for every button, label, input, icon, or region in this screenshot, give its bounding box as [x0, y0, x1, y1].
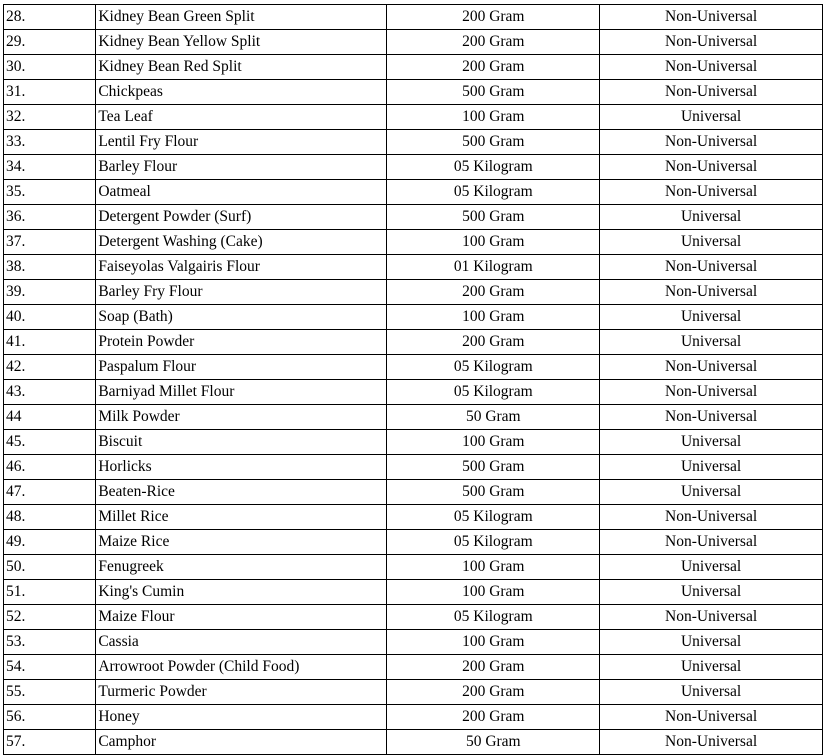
table-row	[4, 580, 823, 605]
cell-item-name: Faiseyolas Valgairis Flour	[96, 255, 387, 280]
cell-type: Non-Universal	[600, 605, 823, 630]
cell-type: Universal	[600, 430, 823, 455]
cell-serial-number: 49.	[4, 530, 96, 555]
cell-serial-number: 40.	[4, 305, 96, 330]
cell-type: Non-Universal	[600, 180, 823, 205]
cell-type: Non-Universal	[600, 405, 823, 430]
cell-quantity: 500 Gram	[387, 80, 600, 105]
cell-type: Universal	[600, 480, 823, 505]
cell-quantity: 200 Gram	[387, 330, 600, 355]
cell-quantity: 500 Gram	[387, 205, 600, 230]
cell-type: Non-Universal	[600, 255, 823, 280]
cell-type: Universal	[600, 655, 823, 680]
cell-quantity: 05 Kilogram	[387, 530, 600, 555]
cell-quantity: 200 Gram	[387, 280, 600, 305]
cell-item-name: Beaten-Rice	[96, 480, 387, 505]
cell-quantity: 200 Gram	[387, 30, 600, 55]
cell-item-name: Biscuit	[96, 430, 387, 455]
table-row	[4, 705, 823, 730]
cell-type: Non-Universal	[600, 280, 823, 305]
table-row	[4, 455, 823, 480]
cell-item-name: Maize Flour	[96, 605, 387, 630]
cell-type: Non-Universal	[600, 30, 823, 55]
cell-quantity: 100 Gram	[387, 630, 600, 655]
table-row	[4, 430, 823, 455]
cell-type: Non-Universal	[600, 130, 823, 155]
table-row	[4, 230, 823, 255]
cell-type: Universal	[600, 555, 823, 580]
cell-item-name: King's Cumin	[96, 580, 387, 605]
cell-quantity: 200 Gram	[387, 5, 600, 30]
cell-serial-number: 44	[4, 405, 96, 430]
cell-serial-number: 35.	[4, 180, 96, 205]
cell-serial-number: 28.	[4, 5, 96, 30]
cell-item-name: Millet Rice	[96, 505, 387, 530]
cell-item-name: Detergent Powder (Surf)	[96, 205, 387, 230]
cell-type: Non-Universal	[600, 80, 823, 105]
cell-quantity: 05 Kilogram	[387, 605, 600, 630]
table-row	[4, 655, 823, 680]
cell-quantity: 01 Kilogram	[387, 255, 600, 280]
cell-type: Non-Universal	[600, 705, 823, 730]
table-row	[4, 55, 823, 80]
cell-type: Non-Universal	[600, 355, 823, 380]
cell-type: Non-Universal	[600, 730, 823, 755]
cell-serial-number: 41.	[4, 330, 96, 355]
cell-item-name: Honey	[96, 705, 387, 730]
table-row	[4, 555, 823, 580]
cell-item-name: Protein Powder	[96, 330, 387, 355]
cell-serial-number: 55.	[4, 680, 96, 705]
cell-serial-number: 42.	[4, 355, 96, 380]
cell-item-name: Kidney Bean Green Split	[96, 5, 387, 30]
table-row	[4, 280, 823, 305]
table-row	[4, 305, 823, 330]
cell-quantity: 200 Gram	[387, 680, 600, 705]
table-row	[4, 180, 823, 205]
cell-serial-number: 39.	[4, 280, 96, 305]
table-body	[4, 5, 823, 755]
cell-type: Non-Universal	[600, 5, 823, 30]
cell-serial-number: 34.	[4, 155, 96, 180]
cell-serial-number: 48.	[4, 505, 96, 530]
cell-quantity: 100 Gram	[387, 555, 600, 580]
cell-quantity: 100 Gram	[387, 230, 600, 255]
cell-quantity: 50 Gram	[387, 405, 600, 430]
cell-serial-number: 31.	[4, 80, 96, 105]
cell-type: Universal	[600, 105, 823, 130]
table-row	[4, 605, 823, 630]
cell-type: Non-Universal	[600, 55, 823, 80]
cell-type: Universal	[600, 205, 823, 230]
cell-serial-number: 43.	[4, 380, 96, 405]
cell-serial-number: 50.	[4, 555, 96, 580]
cell-serial-number: 53.	[4, 630, 96, 655]
cell-type: Non-Universal	[600, 530, 823, 555]
table-row	[4, 205, 823, 230]
table-row	[4, 30, 823, 55]
table-row	[4, 355, 823, 380]
table-row	[4, 330, 823, 355]
cell-serial-number: 30.	[4, 55, 96, 80]
cell-item-name: Chickpeas	[96, 80, 387, 105]
cell-type: Universal	[600, 330, 823, 355]
table-row	[4, 155, 823, 180]
cell-type: Universal	[600, 305, 823, 330]
cell-item-name: Camphor	[96, 730, 387, 755]
cell-item-name: Oatmeal	[96, 180, 387, 205]
cell-serial-number: 57.	[4, 730, 96, 755]
table-row	[4, 80, 823, 105]
cell-serial-number: 36.	[4, 205, 96, 230]
cell-type: Universal	[600, 580, 823, 605]
cell-serial-number: 56.	[4, 705, 96, 730]
cell-quantity: 200 Gram	[387, 55, 600, 80]
cell-item-name: Paspalum Flour	[96, 355, 387, 380]
cell-item-name: Lentil Fry Flour	[96, 130, 387, 155]
cell-type: Non-Universal	[600, 505, 823, 530]
cell-quantity: 05 Kilogram	[387, 180, 600, 205]
cell-item-name: Kidney Bean Red Split	[96, 55, 387, 80]
cell-serial-number: 45.	[4, 430, 96, 455]
cell-serial-number: 32.	[4, 105, 96, 130]
cell-quantity: 05 Kilogram	[387, 155, 600, 180]
cell-serial-number: 33.	[4, 130, 96, 155]
cell-item-name: Barley Flour	[96, 155, 387, 180]
cell-item-name: Milk Powder	[96, 405, 387, 430]
cell-quantity: 200 Gram	[387, 705, 600, 730]
cell-item-name: Kidney Bean Yellow Split	[96, 30, 387, 55]
table-row	[4, 680, 823, 705]
table-row	[4, 255, 823, 280]
table-row	[4, 505, 823, 530]
cell-quantity: 500 Gram	[387, 455, 600, 480]
cell-item-name: Fenugreek	[96, 555, 387, 580]
cell-quantity: 05 Kilogram	[387, 355, 600, 380]
cell-serial-number: 47.	[4, 480, 96, 505]
cell-item-name: Cassia	[96, 630, 387, 655]
cell-quantity: 500 Gram	[387, 130, 600, 155]
table-row	[4, 380, 823, 405]
cell-quantity: 50 Gram	[387, 730, 600, 755]
table-row	[4, 105, 823, 130]
cell-item-name: Barley Fry Flour	[96, 280, 387, 305]
cell-item-name: Detergent Washing (Cake)	[96, 230, 387, 255]
cell-item-name: Horlicks	[96, 455, 387, 480]
table-row	[4, 5, 823, 30]
cell-type: Universal	[600, 680, 823, 705]
cell-serial-number: 52.	[4, 605, 96, 630]
cell-type: Universal	[600, 630, 823, 655]
commodities-table	[3, 4, 823, 755]
cell-quantity: 100 Gram	[387, 430, 600, 455]
cell-type: Universal	[600, 455, 823, 480]
cell-item-name: Maize Rice	[96, 530, 387, 555]
table-row	[4, 630, 823, 655]
cell-item-name: Turmeric Powder	[96, 680, 387, 705]
cell-type: Non-Universal	[600, 380, 823, 405]
table-row	[4, 480, 823, 505]
table-row	[4, 405, 823, 430]
cell-quantity: 100 Gram	[387, 305, 600, 330]
cell-serial-number: 38.	[4, 255, 96, 280]
cell-type: Universal	[600, 230, 823, 255]
table-row	[4, 130, 823, 155]
cell-type: Non-Universal	[600, 155, 823, 180]
cell-item-name: Soap (Bath)	[96, 305, 387, 330]
cell-quantity: 05 Kilogram	[387, 505, 600, 530]
cell-item-name: Barniyad Millet Flour	[96, 380, 387, 405]
cell-quantity: 05 Kilogram	[387, 380, 600, 405]
cell-quantity: 200 Gram	[387, 655, 600, 680]
cell-quantity: 100 Gram	[387, 580, 600, 605]
cell-item-name: Tea Leaf	[96, 105, 387, 130]
cell-serial-number: 54.	[4, 655, 96, 680]
table-row	[4, 730, 823, 755]
cell-item-name: Arrowroot Powder (Child Food)	[96, 655, 387, 680]
cell-quantity: 500 Gram	[387, 480, 600, 505]
cell-quantity: 100 Gram	[387, 105, 600, 130]
cell-serial-number: 29.	[4, 30, 96, 55]
cell-serial-number: 37.	[4, 230, 96, 255]
table-row	[4, 530, 823, 555]
cell-serial-number: 46.	[4, 455, 96, 480]
cell-serial-number: 51.	[4, 580, 96, 605]
